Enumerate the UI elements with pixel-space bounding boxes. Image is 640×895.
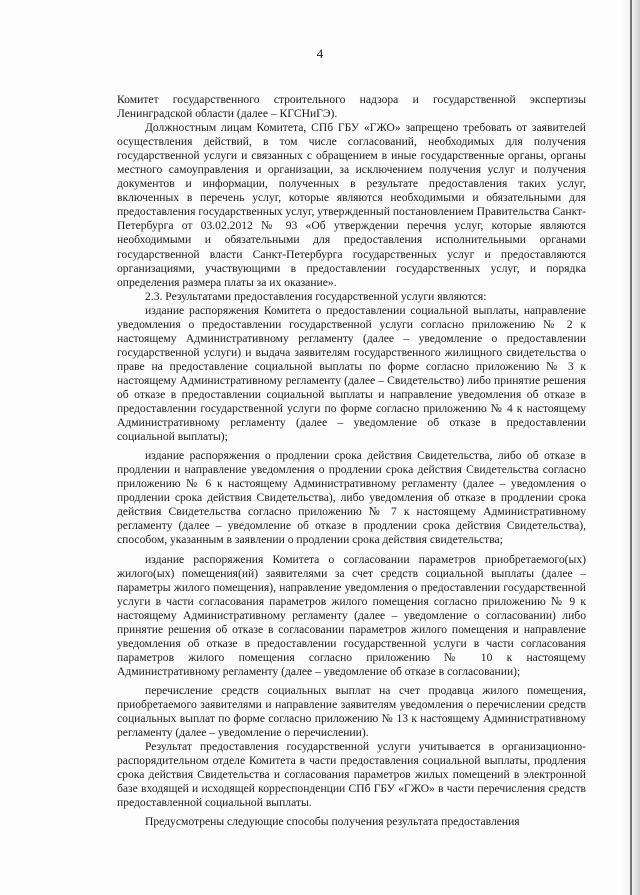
paragraph-committee: Комитет государственного строительного надзора и государственной экспертизы Ленинградской области (далее – КГСНиГЭ). xyxy=(117,93,586,121)
paragraph-result-methods: Предусмотрены следующие способы получения результата предоставления xyxy=(145,815,520,829)
paragraph-result-transfer: перечисление средств социальных выплат на счет продавца жилого помещения, приобретаемого заявителями и направление заявителям уведомления о перечислении средств социальных выплат по форме согласно приложению № 13 к настоящему Административному регламенту (далее – уведомление о перечислении). xyxy=(117,683,586,740)
paragraph-result-social-payment: издание распоряжения Комитета о предоставлении социальной выплаты, направление уведомления о предоставлении государственной услуги согласно приложению № 2 к настоящему Административному регламенту (далее – уведомление о предоставлении государственной услуги) и выдача заявителям государственного жилищного свидетельства о праве на предоставление социальной выплаты по форме согласно приложению № 3 к настоящему Административному регламенту (далее – Свидетельство) либо принятие решения об отказе в предоставлении социальной выплаты и направление уведомления об отказе в предоставлении государственной услуги по форме согласно приложению № 4 к настоящему Административному регламенту (далее – уведомление об отказе в предоставлении социальной выплаты); xyxy=(117,303,586,444)
paragraph-results-heading: 2.3. Результатами предоставления государственной услуги являются: xyxy=(145,289,487,303)
document-body xyxy=(117,93,586,829)
scan-edge-line xyxy=(630,0,632,895)
page-number: 4 xyxy=(316,46,324,61)
paragraph-prohibition: Должностным лицам Комитета, СПб ГБУ «ГЖО» запрещено требовать от заявителей осуществления действий, в том числе согласований, необходимых для получения государственной услуги и связанных с обращением в иные государственные органы, органы местного самоуправления и организации, за исключением получения услуг и получения документов и информации, полученных в результате предоставления таких услуг, включенных в перечень услуг, которые являются необходимыми и обязательными для предоставления государственных услуг, утвержденный постановлением Правительства Санкт-Петербурга от 03.02.2012 № 93 «Об утверждении перечня услуг, которые являются необходимыми и обязательными для предоставления исполнительными органами государственной власти Санкт-Петербурга государственных услуг и предоставляются организациями, участвующими в предоставлении государственных услуг, и порядка определения размера платы за их оказание». xyxy=(117,121,587,289)
paragraph-result-accounting: Результат предоставления государственной услуги учитывается в организационно-распорядительном отделе Комитета в части предоставления социальной выплаты, продления срока действия Свидетельства и согласования параметров жилых помещений в электронной базе входящей и исходящей корреспонденции СПб ГБУ «ГЖО» в части перечисления средств предоставленной социальной выплаты. xyxy=(117,740,586,810)
paragraph-result-extension: издание распоряжения о продлении срока действия Свидетельства, либо об отказе в продлении и направление уведомления о продлении срока действия Свидетельства согласно приложению № 6 к настоящему Административному регламенту (далее – уведомления о продлении срока действия Свидетельства), либо уведомления об отказе в продлении срока действия Свидетельства согласно приложению № 7 к настоящему Административному регламенту (далее – уведомление об отказе в продлении срока действия Свидетельства), способом, указанным в заявлении о продлении срока действия свидетельства; xyxy=(117,449,586,547)
paragraph-result-approval: издание распоряжения Комитета о согласовании параметров приобретаемого(ых) жилого(ых) помещения(ий) заявителями за счет средств социальной выплаты (далее – параметры жилого помещения), направление уведомления о предоставлении государственной услуги в части согласования параметров жилого помещения согласно приложению № 9 к настоящему Административному регламенту (далее – уведомление о согласовании) либо принятие решения об отказе в согласовании параметров жилого помещения и направление уведомления об отказе в предоставлении государственной услуги в части согласования параметров жилого помещения согласно приложению № 10 к настоящему Административному регламенту (далее – уведомление об отказе в согласовании); xyxy=(117,552,586,678)
